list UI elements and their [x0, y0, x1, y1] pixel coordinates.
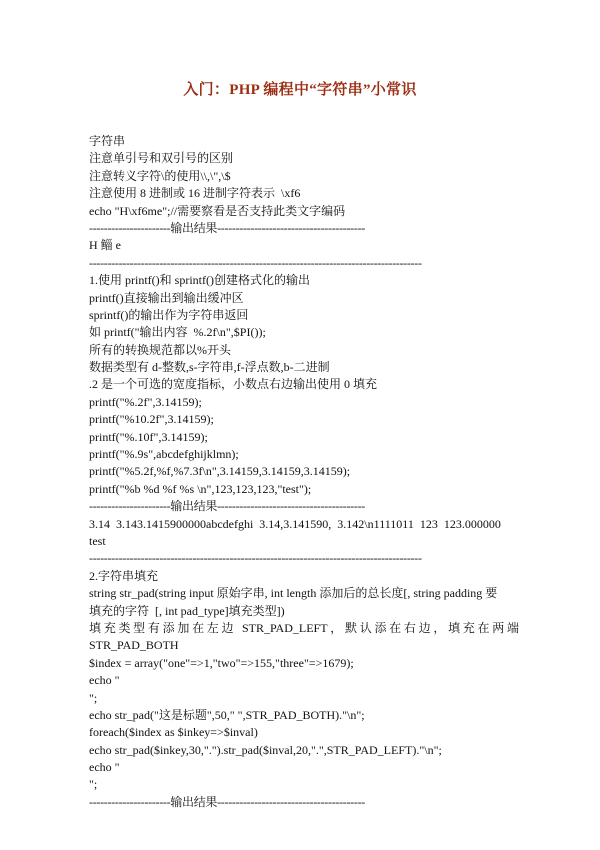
code-line: echo str_pad("这是标题",50," ",STR_PAD_BOTH)."\n";: [89, 707, 365, 722]
divider-line: ------------------------------------------------------------------------------------------: [89, 551, 422, 566]
code-line: 如 printf("输出内容 %.2f\n",$PI());: [89, 325, 266, 340]
code-line: ";: [89, 690, 98, 705]
output-separator: ----------------------输出结果----------------------------------------: [89, 220, 365, 235]
code-line: 填充的字符 [, int pad_type]填充类型]): [89, 603, 285, 618]
code-line: printf("%.2f",3.14159);: [89, 394, 202, 409]
code-line: printf("%.10f",3.14159);: [89, 429, 208, 444]
code-line: echo "H\xf6me";//需要察看是否支持此类文字编码: [89, 203, 346, 218]
text-line: 注意单引号和双引号的区别: [89, 151, 234, 166]
text-line: STR_PAD_BOTH: [89, 638, 179, 653]
output-line: H 鲻 e: [89, 238, 121, 253]
text-line: printf()直接输出到输出缓冲区: [89, 290, 244, 305]
output-separator: ----------------------输出结果----------------------------------------: [89, 499, 365, 514]
output-line: test: [89, 533, 106, 548]
text-line: 字符串: [89, 134, 126, 148]
code-line: echo ": [89, 760, 120, 775]
output-line: 3.14 3.143.1415900000abcdefghi 3.14,3.141590, 3.142\n1111011 123 123.000000: [89, 516, 501, 531]
code-line: foreach($index as $inkey=>$inval): [89, 725, 258, 740]
code-line: string str_pad(string input 原始字串, int length 添加后的总长度[, string padding 要: [89, 586, 498, 601]
text-line: 注意使用 8 进制或 16 进制字符表示 \xf6: [89, 186, 301, 201]
code-line: printf("%5.2f,%f,%7.3f\n",3.14159,3.14159,3.14159);: [89, 464, 351, 479]
code-line: printf("%b %d %f %s \n",123,123,123,"test");: [89, 481, 312, 496]
code-line: printf("%.9s",abcdefghijklmn);: [89, 447, 239, 462]
text-line: 填充类型有添加在左边 STR_PAD_LEFT，默认添在右边，填充在两端: [89, 620, 519, 635]
code-line: printf("%10.2f",3.14159);: [89, 412, 214, 427]
text-line: .2 是一个可选的宽度指标，小数点右边输出使用 0 填充: [89, 377, 378, 392]
text-line: 数据类型有 d-整数,s-字符串,f-浮点数,b-二进制: [89, 360, 330, 375]
text-line: 所有的转换规范都以%开头: [89, 342, 231, 357]
section-heading: 2.字符串填充: [89, 568, 159, 583]
output-separator: ----------------------输出结果----------------------------------------: [89, 794, 365, 809]
divider-line: ------------------------------------------------------------------------------------------: [89, 255, 422, 270]
document-body: [89, 133, 519, 811]
section-heading: 1.使用 printf()和 sprintf()创建格式化的输出: [89, 273, 310, 288]
code-line: echo ": [89, 673, 120, 688]
code-line: echo str_pad($inkey,30,".").str_pad($inval,20,".",STR_PAD_LEFT)."\n";: [89, 742, 442, 757]
text-line: sprintf()的输出作为字符串返回: [89, 307, 249, 322]
text-line: 注意转义字符\的使用\\,\",\$: [89, 168, 231, 183]
code-line: ";: [89, 777, 98, 792]
document-title: 入门：PHP 编程中“字符串”小常识: [183, 82, 417, 98]
code-line: $index = array("one"=>1,"two"=>155,"three"=>1679);: [89, 655, 354, 670]
